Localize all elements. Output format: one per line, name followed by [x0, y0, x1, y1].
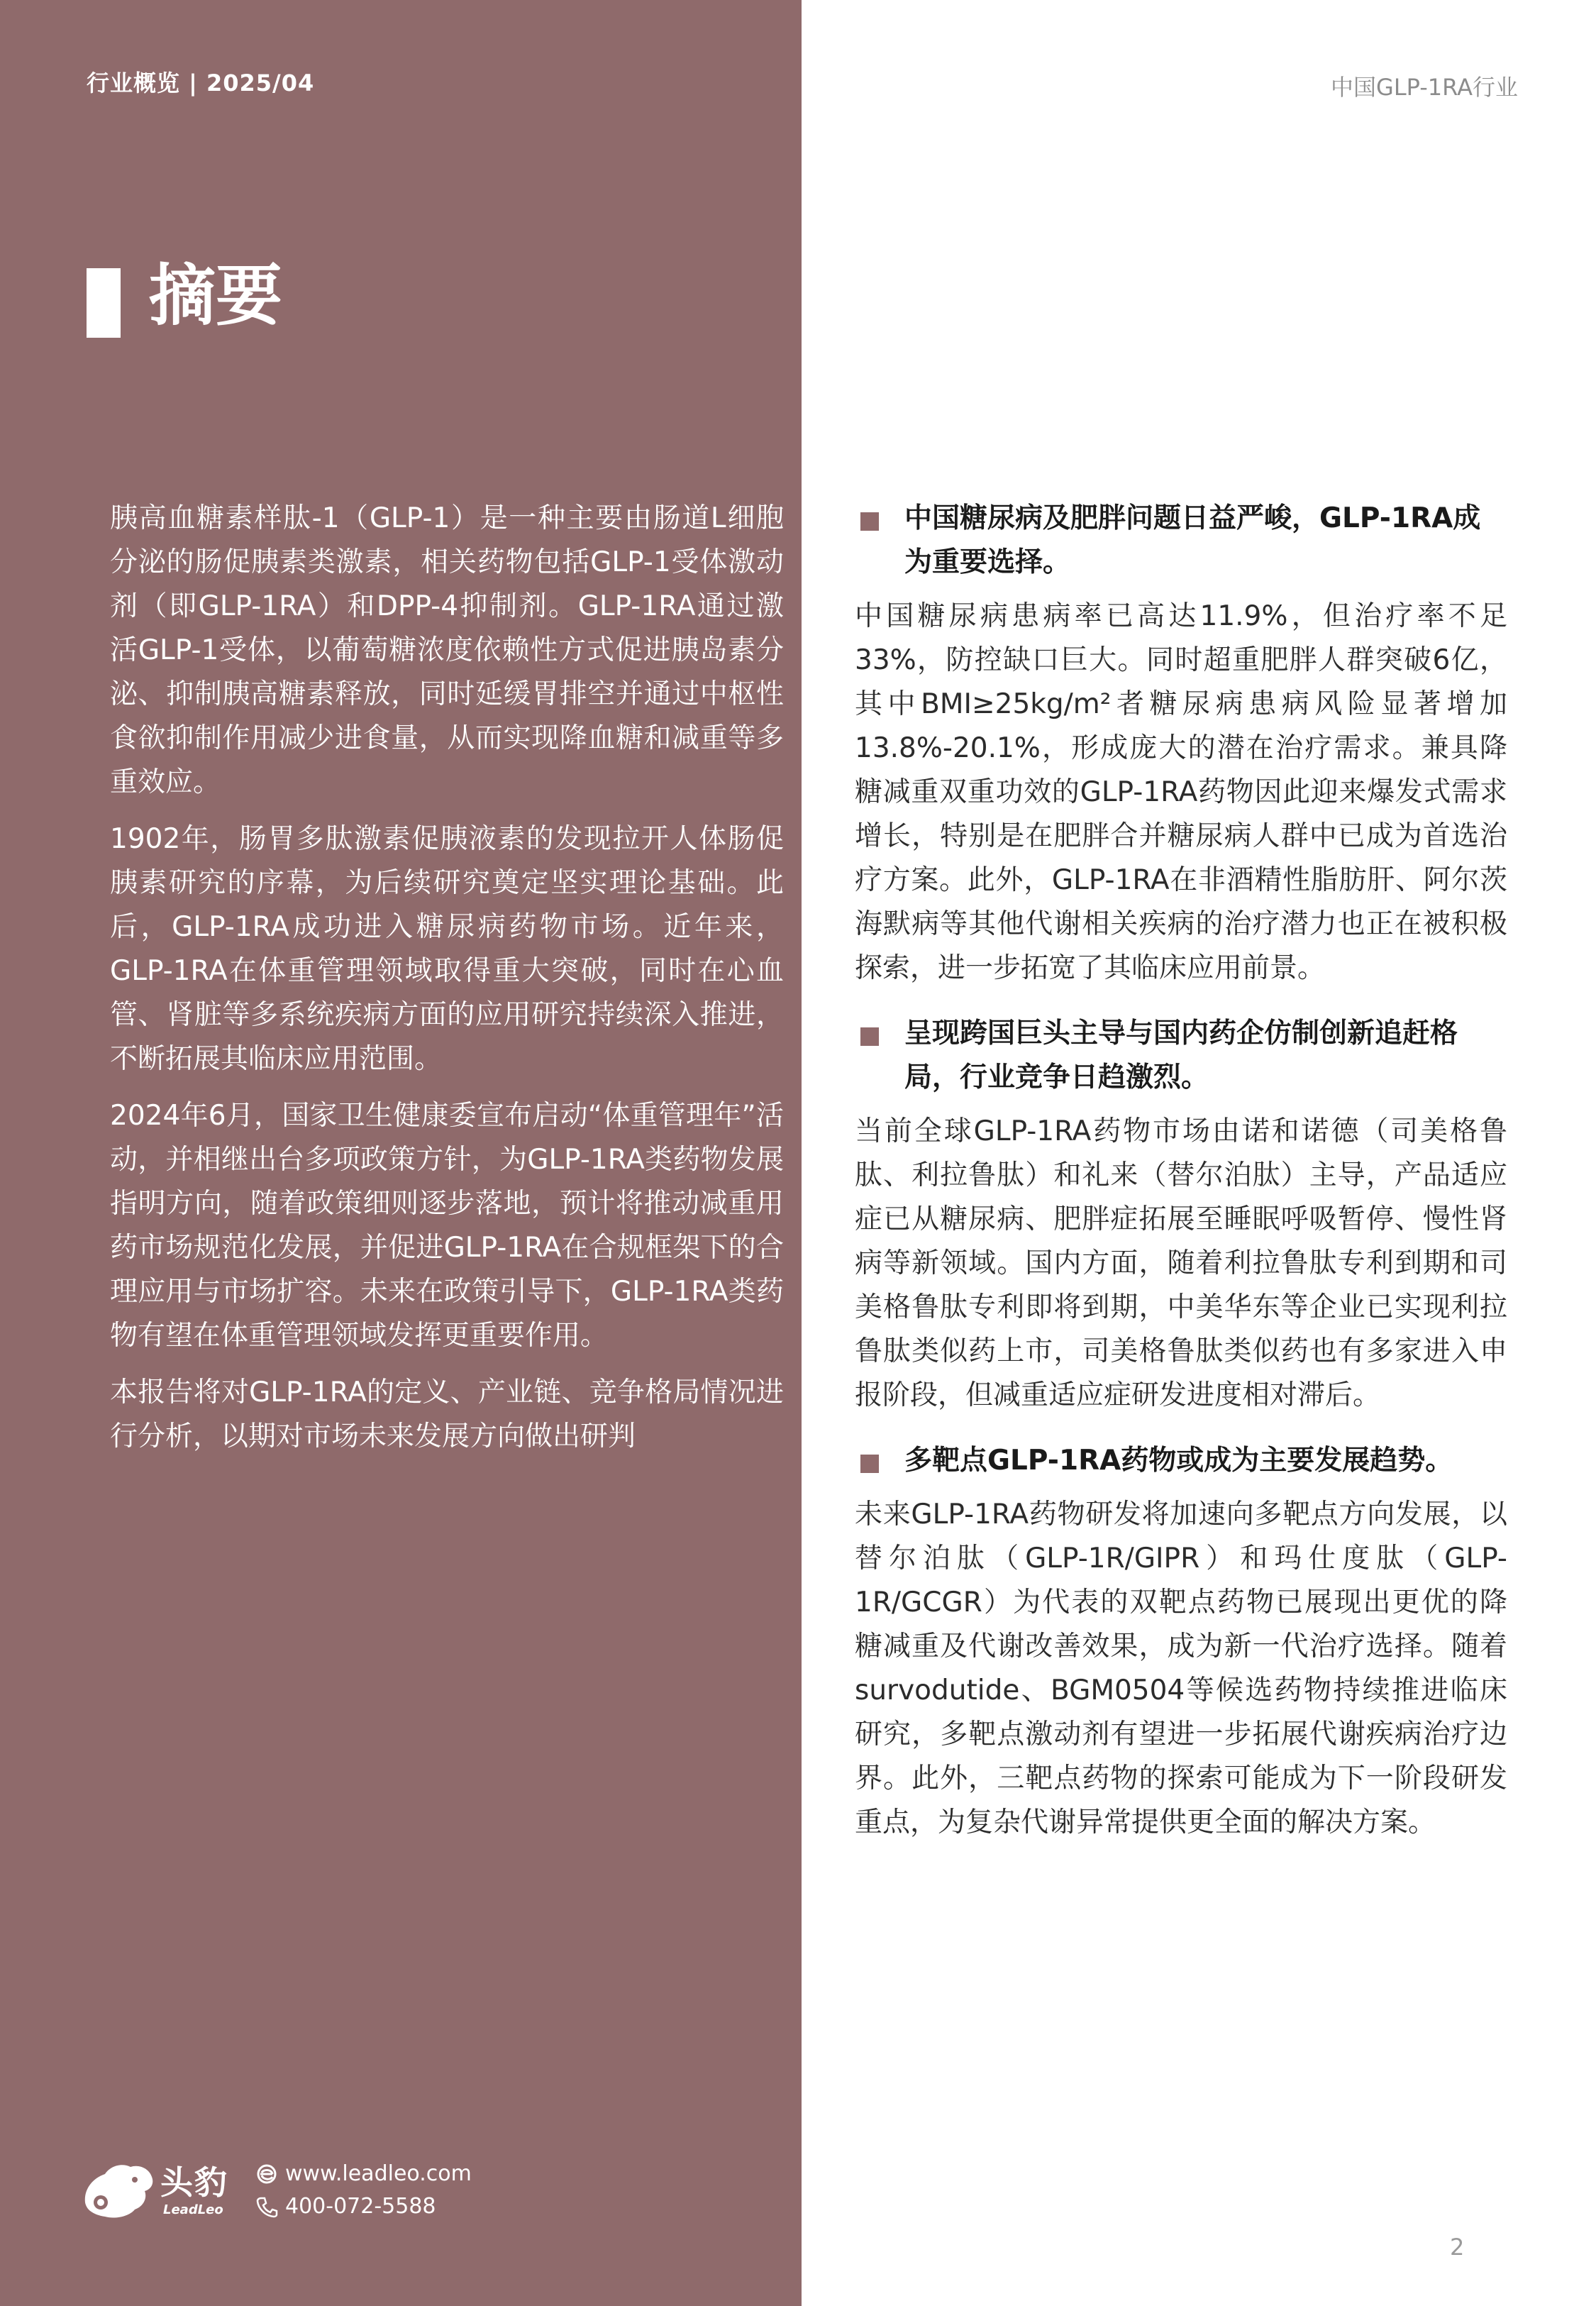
section-heading-text: 呈现跨国巨头主导与国内药企仿制创新追赶格局，行业竞争日趋激烈。 — [904, 1017, 1458, 1093]
section-body: 未来GLP-1RA药物研发将加速向多靶点方向发展，以替尔泊肽（GLP-1R/GIPR）和玛仕度肽（GLP-1R/GCGR）为代表的双靶点药物已展现出更优的降糖减重及代谢改善效果，成为新一代治疗选择。随着survodutide、BGM0504等候选药物持续推进临床研究，多靶点激动剂有望进一步拓展代谢疾病治疗边界。此外，三靶点药物的探索可能成为下一阶段研发重点，为复杂代谢异常提供更全面的解决方案。 — [855, 1499, 1507, 1838]
phone-icon — [255, 2195, 278, 2218]
bullet-square-icon — [860, 1455, 879, 1473]
bullet-square-icon — [860, 1027, 879, 1046]
section-heading — [855, 1012, 1507, 1100]
page-number: 2 — [1450, 2234, 1465, 2261]
phone-text: 400-072-5588 — [285, 2194, 436, 2219]
web-icon — [255, 2163, 278, 2185]
intro-paragraph: 1902年，肠胃多肽激素促胰液素的发现拉开人体肠促胰素研究的序幕，为后续研究奠定坚实理论基础。此后，GLP-1RA成功进入糖尿病药物市场。近年来，GLP-1RA在体重管理领域取得重大突破，同时在心血管、肾脏等多系统疾病方面的应用研究持续深入推进，不断拓展其临床应用范围。 — [110, 823, 784, 1075]
report-topic: 中国GLP-1RA行业 — [1331, 74, 1518, 101]
intro-paragraph: 胰高血糖素样肽-1（GLP-1）是一种主要由肠道L细胞分泌的肠促胰素类激素，相关药物包括GLP-1受体激动剂（即GLP-1RA）和DPP-4抑制剂。GLP-1RA通过激活GLP-1受体，以葡萄糖浓度依赖性方式促进胰岛素分泌、抑制胰高糖素释放，同时延缓胃排空并通过中枢性食欲抑制作用减少进食量，从而实现降血糖和减重等多重效应。 — [110, 502, 784, 798]
section-heading — [855, 497, 1507, 585]
section-heading-text: 多靶点GLP-1RA药物或成为主要发展趋势。 — [904, 1445, 1453, 1477]
website-link[interactable] — [255, 2161, 472, 2186]
key-findings — [855, 497, 1507, 1866]
page-title: 摘要 — [149, 258, 283, 335]
intro-paragraph: 2024年6月，国家卫生健康委宣布启动“体重管理年”活动，并相继出台多项政策方针，为GLP-1RA类药物发展指明方向，随着政策细则逐步落地，预计将推动减重用药市场规范化发展，并促进GLP-1RA在合规框架下的合理应用与市场扩容。未来在政策引导下，GLP-1RA类药物有望在体重管理领域发挥更重要作用。 — [110, 1100, 784, 1352]
section-body: 中国糖尿病患病率已高达11.9%，但治疗率不足33%，防控缺口巨大。同时超重肥胖人群突破6亿，其中BMI≥25kg/m²者糖尿病患病风险显著增加13.8%-20.1%，形成庞大的潜在治疗需求。兼具降糖减重双重功效的GLP-1RA药物因此迎来爆发式需求增长，特别是在肥胖合并糖尿病人群中已成为首选治疗方案。此外，GLP-1RA在非酒精性脂肪肝、阿尔茨海默病等其他代谢相关疾病的治疗潜力也正在被积极探索，进一步拓宽了其临床应用前景。 — [855, 600, 1507, 984]
intro-paragraph: 本报告将对GLP-1RA的定义、产业链、竞争格局情况进行分析，以期对市场未来发展方向做出研判 — [110, 1377, 784, 1452]
section-body: 当前全球GLP-1RA药物市场由诺和诺德（司美格鲁肽、利拉鲁肽）和礼来（替尔泊肽）主导，产品适应症已从糖尿病、肥胖症拓展至睡眠呼吸暂停、慢性肾病等新领域。国内方面，随着利拉鲁肽专利到期和司美格鲁肽专利即将到期，中美华东等企业已实现利拉鲁肽类似药上市，司美格鲁肽类似药也有多家进入申报阶段，但减重适应症研发进度相对滞后。 — [855, 1115, 1507, 1411]
brand-name-cn: 头豹 — [160, 2163, 228, 2202]
brand-name-en: LeadLeo — [163, 2202, 223, 2217]
phone-contact[interactable] — [255, 2194, 436, 2219]
leopard-logo-icon — [79, 2158, 157, 2222]
bullet-square-icon — [860, 512, 879, 531]
report-category-date: 行业概览 | 2025/04 — [87, 70, 315, 96]
section-heading-text: 中国糖尿病及肥胖问题日益严峻，GLP-1RA成为重要选择。 — [904, 502, 1481, 578]
summary-intro — [110, 497, 784, 1472]
title-accent-bar — [87, 268, 121, 338]
website-text: www.leadleo.com — [285, 2161, 472, 2186]
section-heading — [855, 1439, 1507, 1483]
